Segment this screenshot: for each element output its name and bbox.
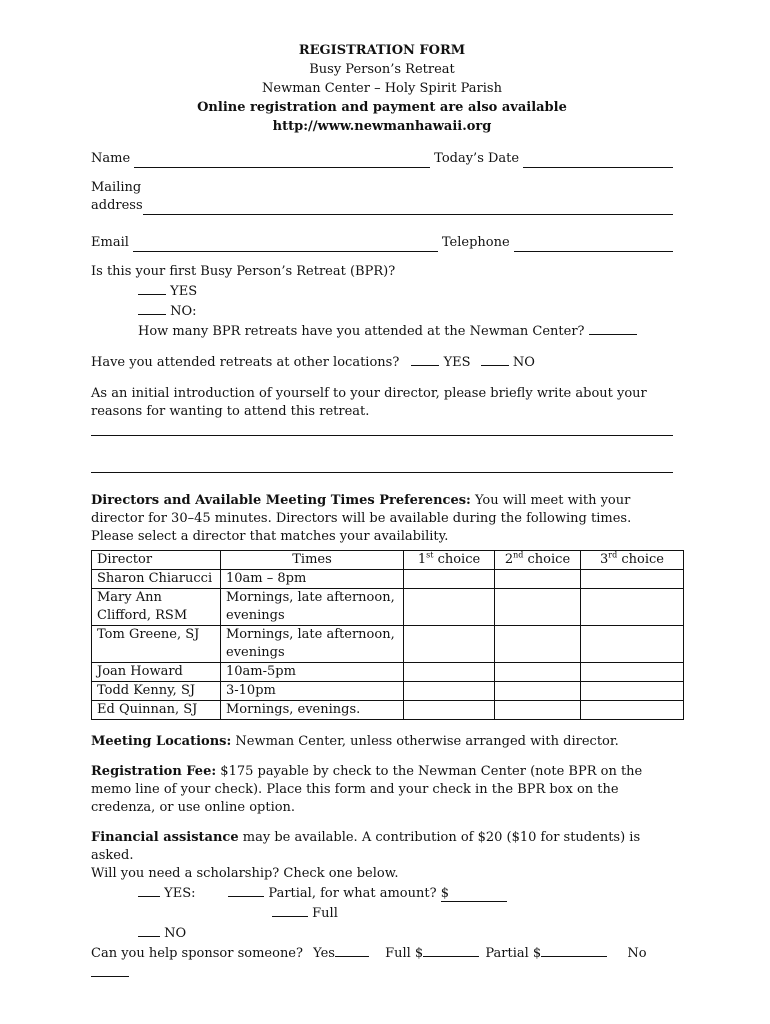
director-name: Mary Ann Clifford, RSM bbox=[92, 589, 221, 626]
director-name: Todd Kenny, SJ bbox=[92, 682, 221, 701]
parish-name: Newman Center – Holy Spirit Parish bbox=[262, 81, 502, 96]
choice-cell[interactable] bbox=[404, 682, 495, 701]
scholarship-yes-blank[interactable] bbox=[138, 883, 160, 897]
partial-label: Partial, for what amount? bbox=[268, 886, 437, 901]
scholarship-no-label: NO bbox=[164, 926, 187, 941]
other-no-label: NO bbox=[512, 355, 535, 370]
full-label: Full bbox=[312, 906, 338, 921]
col-third-choice: 3rd choice bbox=[581, 551, 684, 570]
choice-cell[interactable] bbox=[581, 682, 684, 701]
other-locations-row bbox=[91, 352, 673, 372]
name-label: Name bbox=[91, 151, 131, 166]
choice-cell[interactable] bbox=[495, 589, 581, 626]
choice-cell[interactable] bbox=[404, 663, 495, 682]
intro-prompt: As an initial introduction of yourself to your director, please briefly write about your reasons for wanting to attend this retreat. bbox=[91, 386, 647, 419]
col-director: Director bbox=[92, 551, 221, 570]
director-times: Mornings, late afternoon, evenings bbox=[221, 589, 404, 626]
email-label: Email bbox=[91, 235, 129, 250]
director-times: 3-10pm bbox=[221, 682, 404, 701]
address-field[interactable] bbox=[143, 201, 673, 215]
locations-text: Newman Center, unless otherwise arranged with director. bbox=[235, 734, 619, 749]
col-times: Times bbox=[221, 551, 404, 570]
choice-cell[interactable] bbox=[581, 663, 684, 682]
fee-heading: Registration Fee: bbox=[91, 764, 217, 779]
scholarship-question: Will you need a scholarship? Check one below. bbox=[91, 866, 399, 881]
col-first-choice: 1st choice bbox=[404, 551, 495, 570]
email-phone-row bbox=[91, 234, 673, 252]
sponsor-partial-field[interactable] bbox=[541, 943, 607, 957]
date-label: Today’s Date bbox=[434, 151, 520, 166]
full-blank[interactable] bbox=[272, 903, 308, 917]
choice-cell[interactable] bbox=[581, 570, 684, 589]
table-header-row bbox=[92, 551, 684, 570]
scholarship-no-blank[interactable] bbox=[138, 923, 160, 937]
first-yes-label: YES bbox=[170, 284, 198, 299]
sponsor-full-label: Full $ bbox=[385, 946, 424, 961]
director-times: Mornings, late afternoon, evenings bbox=[221, 626, 404, 663]
first-bpr-question: Is this your first Busy Person’s Retreat (BPR)? bbox=[91, 264, 396, 279]
fee-section bbox=[91, 763, 673, 817]
sponsor-no-label: No bbox=[627, 946, 647, 961]
choice-cell[interactable] bbox=[495, 701, 581, 720]
locations-section bbox=[91, 733, 673, 751]
table-row bbox=[92, 682, 684, 701]
mailing-label-2: address bbox=[91, 198, 143, 213]
table-row bbox=[92, 589, 684, 626]
online-note: Online registration and payment are also available bbox=[197, 100, 567, 115]
director-name: Sharon Chiarucci bbox=[92, 570, 221, 589]
intro-line-1[interactable] bbox=[91, 421, 673, 436]
mailing-label-1: Mailing bbox=[91, 180, 142, 195]
name-field[interactable] bbox=[134, 154, 430, 168]
website-url: http://www.newmanhawaii.org bbox=[272, 119, 492, 134]
director-name: Tom Greene, SJ bbox=[92, 626, 221, 663]
choice-cell[interactable] bbox=[404, 589, 495, 626]
directors-table bbox=[91, 550, 684, 720]
form-title: REGISTRATION FORM bbox=[298, 43, 466, 58]
other-yes-blank[interactable] bbox=[411, 352, 439, 366]
email-field[interactable] bbox=[133, 238, 438, 252]
table-row bbox=[92, 701, 684, 720]
sponsor-yes-blank[interactable] bbox=[335, 943, 369, 957]
choice-cell[interactable] bbox=[495, 570, 581, 589]
choice-cell[interactable] bbox=[404, 570, 495, 589]
intro-line-2[interactable] bbox=[91, 436, 673, 473]
first-no-label: NO: bbox=[170, 304, 197, 319]
choice-cell[interactable] bbox=[404, 701, 495, 720]
partial-blank[interactable] bbox=[228, 883, 264, 897]
directors-text: You will meet with your director for 30–45 minutes. Directors will be available during the following times. Please select a director that matches your availability. bbox=[91, 493, 632, 544]
sponsor-row bbox=[91, 943, 673, 983]
how-many-label: How many BPR retreats have you attended at the Newman Center? bbox=[138, 324, 585, 339]
scholarship-yes-label: YES: bbox=[164, 886, 196, 901]
other-locations-question: Have you attended retreats at other locations? bbox=[91, 355, 400, 370]
fee-text: $175 payable by check to the Newman Center (note BPR on the memo line of your check). Place this form and your check in the BPR box on the credenza, or use online option. bbox=[91, 764, 643, 815]
first-bpr-section bbox=[91, 263, 673, 341]
choice-cell[interactable] bbox=[495, 682, 581, 701]
form-header bbox=[91, 41, 673, 136]
name-date-row bbox=[91, 150, 673, 168]
sponsor-question: Can you help sponsor someone? bbox=[91, 946, 303, 961]
sponsor-full-field[interactable] bbox=[423, 943, 479, 957]
financial-heading: Financial assistance bbox=[91, 830, 239, 845]
directors-heading: Directors and Available Meeting Times Preferences: bbox=[91, 493, 471, 508]
table-row bbox=[92, 570, 684, 589]
choice-cell[interactable] bbox=[495, 626, 581, 663]
choice-cell[interactable] bbox=[495, 663, 581, 682]
first-no-blank[interactable] bbox=[138, 301, 166, 315]
director-name: Joan Howard bbox=[92, 663, 221, 682]
director-times: 10am – 8pm bbox=[221, 570, 404, 589]
choice-cell[interactable] bbox=[581, 701, 684, 720]
sponsor-yes-label: Yes bbox=[313, 946, 335, 961]
form-subtitle: Busy Person’s Retreat bbox=[309, 62, 455, 77]
financial-text: may be available. A contribution of $20 ($10 for students) is asked. bbox=[91, 830, 641, 863]
how-many-field[interactable] bbox=[589, 321, 637, 335]
first-yes-blank[interactable] bbox=[138, 281, 166, 295]
col-second-choice: 2nd choice bbox=[495, 551, 581, 570]
director-name: Ed Quinnan, SJ bbox=[92, 701, 221, 720]
telephone-label: Telephone bbox=[441, 235, 510, 250]
sponsor-partial-label: Partial $ bbox=[485, 946, 542, 961]
other-yes-label: YES bbox=[443, 355, 471, 370]
choice-cell[interactable] bbox=[581, 589, 684, 626]
choice-cell[interactable] bbox=[581, 626, 684, 663]
telephone-field[interactable] bbox=[514, 238, 673, 252]
locations-heading: Meeting Locations: bbox=[91, 734, 232, 749]
director-times: Mornings, evenings. bbox=[221, 701, 404, 720]
mailing-row bbox=[91, 179, 673, 215]
table-row bbox=[92, 626, 684, 663]
sponsor-no-blank[interactable] bbox=[91, 963, 129, 977]
director-times: 10am-5pm bbox=[221, 663, 404, 682]
date-field[interactable] bbox=[523, 154, 673, 168]
financial-section bbox=[91, 829, 673, 983]
table-row bbox=[92, 663, 684, 682]
partial-amount-field[interactable]: $ bbox=[441, 886, 507, 902]
other-no-blank[interactable] bbox=[481, 352, 509, 366]
registration-form bbox=[91, 41, 673, 983]
directors-intro bbox=[91, 492, 673, 546]
choice-cell[interactable] bbox=[404, 626, 495, 663]
